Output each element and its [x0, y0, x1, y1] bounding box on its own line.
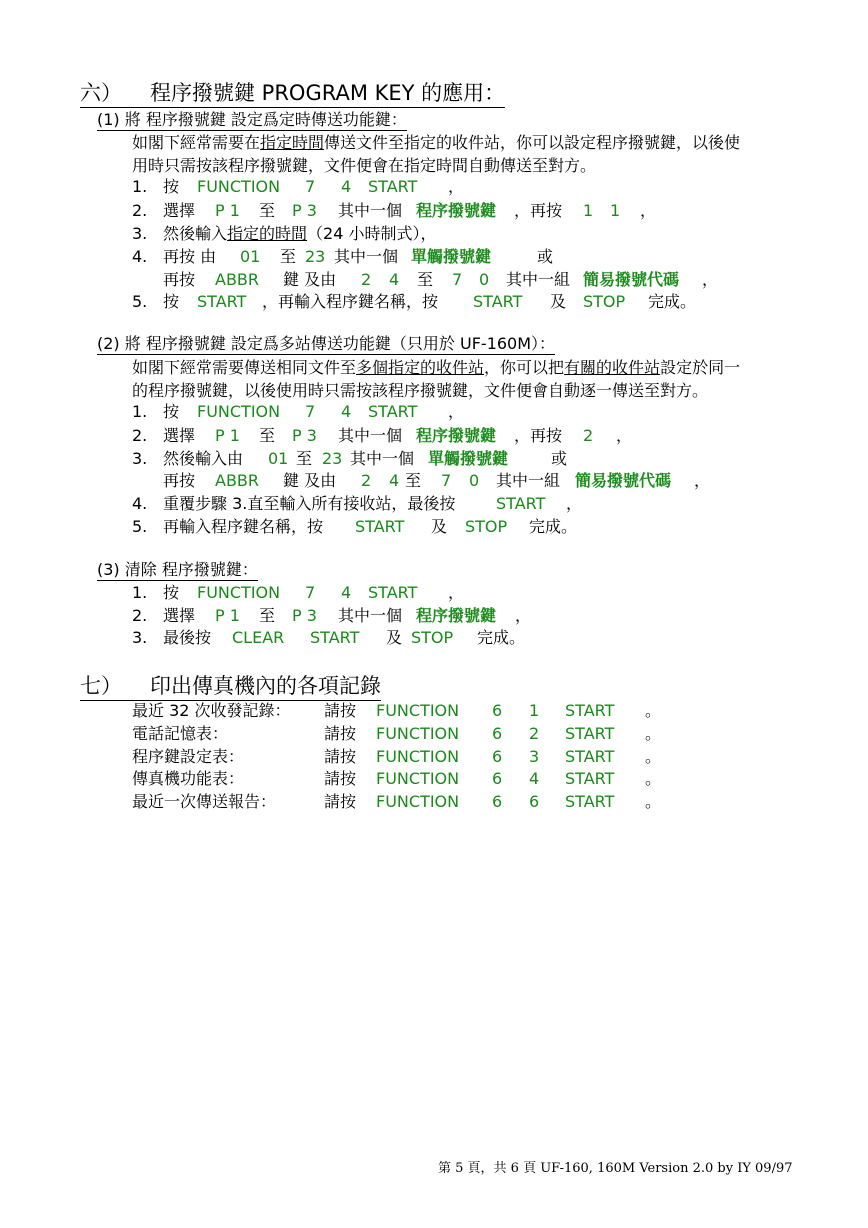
sub1-paragraph-line-2: 用時只需按該程序撥號鍵，文件便會在指定時間自動傳送至對方。	[132, 156, 597, 175]
subsection-2-heading: (2) 將 程序撥號鍵 設定爲多站傳送功能鍵（只用於 UF-160M）：	[97, 334, 556, 353]
section-7-heading	[80, 673, 381, 701]
sub2-paragraph-line-1: 如閣下經常需要傳送相同文件至多個指定的收件站，你可以把有關的收件站設定於同一	[132, 358, 741, 377]
section-number: 七）	[80, 674, 122, 698]
section-title: 程序撥號鍵 PROGRAM KEY 的應用：	[150, 81, 506, 105]
section-number: 六）	[80, 81, 122, 105]
sub1-paragraph	[132, 131, 740, 177]
sub2-paragraph-line-2: 的程序撥號鍵，以後使用時只需按該程序撥號鍵，文件便會自動逐一傳送至對方。	[132, 381, 709, 400]
section-6-heading	[80, 80, 505, 108]
page-footer: 第 5 頁，共 6 頁 UF-160, 160M Version 2.0 by IY 09/97	[438, 1161, 793, 1176]
section-title: 印出傳真機內的各項記錄	[150, 674, 381, 698]
subsection-1-heading: (1) 將 程序撥號鍵 設定爲定時傳送功能鍵：	[97, 110, 407, 129]
subsection-3-heading: (3) 清除 程序撥號鍵：	[97, 560, 258, 579]
sub2-paragraph	[132, 356, 740, 402]
sub1-paragraph-line-1: 如閣下經常需要在指定時間傳送文件至指定的收件站，你可以設定程序撥號鍵，以後使	[132, 133, 741, 152]
